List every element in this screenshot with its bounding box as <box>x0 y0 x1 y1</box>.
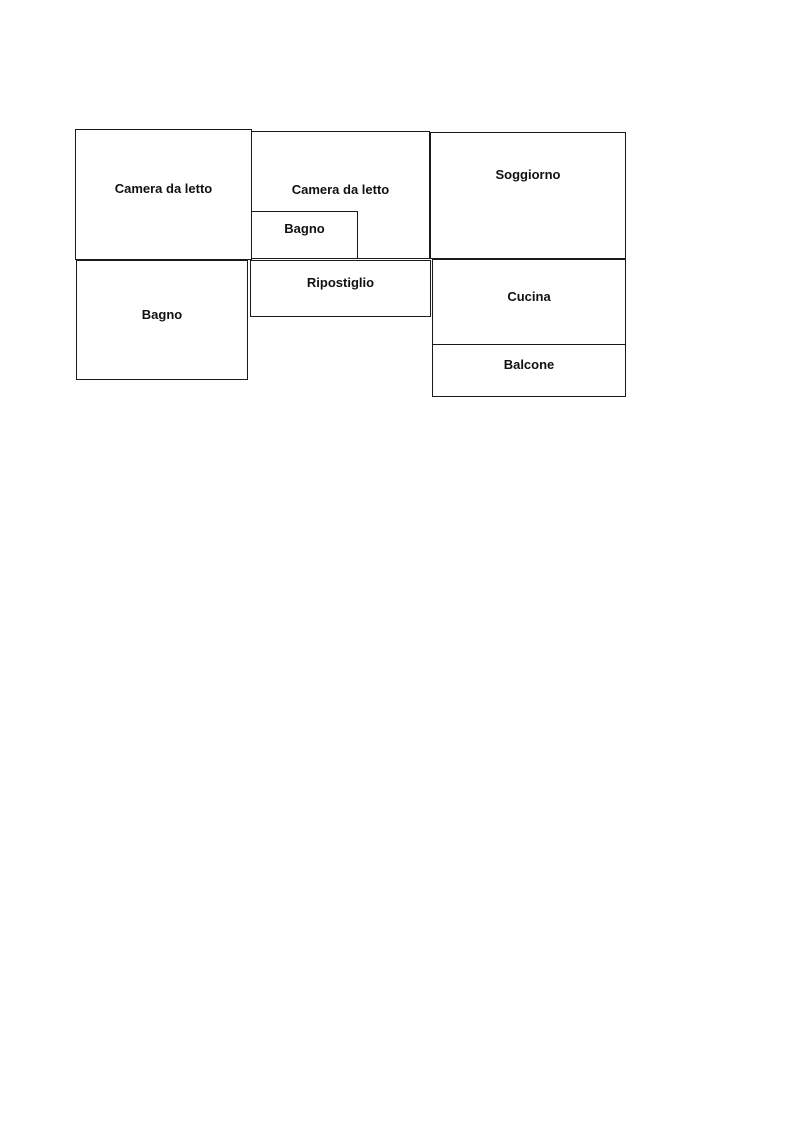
room-bedroom-1 <box>75 129 252 260</box>
room-label-storage: Ripostiglio <box>306 275 375 290</box>
room-kitchen <box>432 259 626 345</box>
room-label-bathroom-2: Bagno <box>284 221 325 236</box>
room-storage <box>250 260 431 317</box>
room-bathroom-1 <box>76 260 248 380</box>
room-label-bedroom-2: Camera da letto <box>291 182 390 197</box>
room-bathroom-2 <box>251 211 358 259</box>
room-living-room <box>430 132 626 259</box>
room-balcony <box>432 344 626 397</box>
room-label-bedroom-1: Camera da letto <box>114 181 213 196</box>
room-label-kitchen: Cucina <box>507 289 551 304</box>
room-label-bathroom-1: Bagno <box>141 307 183 322</box>
room-label-living-room: Soggiorno <box>495 167 561 182</box>
room-label-balcony: Balcone <box>503 357 555 372</box>
